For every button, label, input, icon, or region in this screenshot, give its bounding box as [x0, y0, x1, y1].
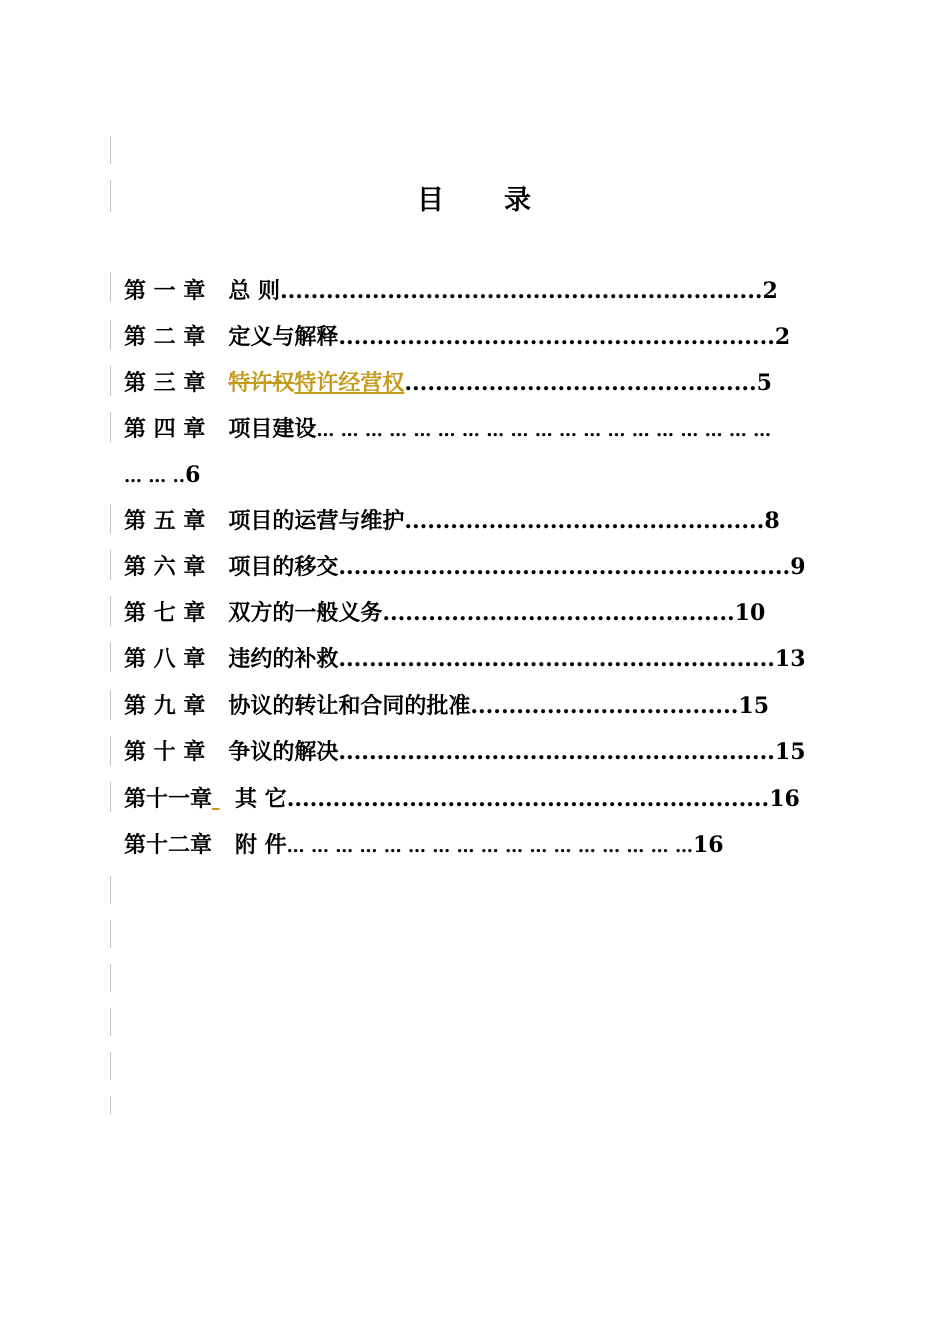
toc-chapter: 第 七 章 [124, 600, 206, 626]
toc-page: 6 [185, 462, 201, 488]
toc-entry-12[interactable] [124, 830, 724, 862]
revision-bar [110, 596, 111, 626]
revision-bar [110, 412, 111, 442]
revision-bar [110, 1052, 111, 1080]
toc-leader: .............................................. [404, 370, 757, 396]
toc-entry-7[interactable] [124, 598, 765, 628]
revision-bar [110, 1096, 111, 1114]
toc-title-inserted: 特许经营权 [294, 370, 405, 396]
toc-entry-11[interactable] [124, 784, 800, 814]
toc-entry-8[interactable] [124, 644, 806, 674]
toc-chapter: 第 一 章 [124, 278, 206, 304]
toc-page: 2 [774, 324, 791, 350]
revision-bar [110, 642, 111, 672]
toc-title: 附 件 [235, 832, 287, 858]
toc-page: 15 [738, 693, 770, 719]
toc-leader: ............................................................... [286, 786, 770, 812]
toc-leader: .............................................. [382, 600, 735, 626]
toc-title: 定义与解释 [228, 324, 339, 350]
toc-leader: … … … … … … … … … … … … … … … … … [286, 836, 693, 857]
revision-bar [110, 320, 111, 350]
toc-chapter: 第 十 章 [124, 739, 206, 765]
toc-page: 2 [762, 278, 778, 304]
toc-title: 项目的移交 [228, 554, 339, 580]
toc-chapter: 第 五 章 [124, 508, 206, 534]
inserted-mark [212, 786, 220, 812]
toc-title: 项目建设 [228, 416, 317, 442]
page-title [0, 178, 950, 217]
toc-page: 16 [692, 832, 724, 858]
toc-leader: ................................... [470, 693, 739, 719]
toc-leader: ............................................... [404, 508, 765, 534]
toc-chapter: 第 四 章 [124, 416, 206, 442]
toc-page: 10 [734, 600, 766, 626]
toc-leader: ......................................................... [338, 324, 775, 350]
toc-entry-2[interactable] [124, 322, 790, 352]
toc-page: 5 [756, 370, 772, 396]
revision-bar [110, 504, 111, 534]
revision-bar [110, 782, 111, 812]
revision-bar [110, 1008, 111, 1036]
toc-page: 9 [790, 554, 806, 580]
toc-page: 15 [774, 739, 806, 765]
toc-leader: … … .. [124, 466, 186, 487]
toc-title: 总 则 [228, 278, 280, 304]
toc-entry-9[interactable] [124, 691, 769, 721]
toc-title: 协议的转让和合同的批准 [228, 693, 471, 719]
toc-chapter: 第 二 章 [124, 324, 206, 350]
toc-page: 16 [769, 786, 800, 812]
toc-leader: ......................................................... [338, 739, 775, 765]
toc-entry-10[interactable] [124, 737, 806, 767]
toc-chapter: 第 九 章 [124, 693, 206, 719]
toc-chapter: 第 八 章 [124, 646, 206, 672]
revision-bar [110, 964, 111, 992]
title-right-char: 录 [504, 185, 533, 216]
toc-leader: ........................................................... [338, 554, 791, 580]
toc-leader: … … … … … … … … … … … … … … … … … … … [316, 420, 772, 441]
toc-title: 争议的解决 [228, 739, 339, 765]
toc-chapter: 第 三 章 [124, 370, 206, 396]
toc-entry-5[interactable] [124, 506, 780, 536]
toc-title: 双方的一般义务 [228, 600, 383, 626]
revision-bar [110, 876, 111, 904]
revision-bar [110, 366, 111, 396]
toc-entry-4[interactable] [124, 414, 771, 446]
title-left-char: 目 [417, 185, 446, 216]
revision-bar [110, 272, 111, 302]
toc-title: 其 它 [235, 786, 287, 812]
revision-bar [110, 550, 111, 580]
toc-chapter: 第十一章 [124, 786, 213, 812]
revision-bar [110, 136, 111, 164]
revision-bar [110, 920, 111, 948]
toc-leader: ......................................................... [338, 646, 775, 672]
toc-leader: ............................................................... [279, 278, 763, 304]
toc-title-deleted: 特许权 [228, 370, 295, 396]
toc-chapter: 第十二章 [124, 832, 213, 858]
toc-entry-1[interactable] [124, 276, 778, 306]
toc-chapter: 第 六 章 [124, 554, 206, 580]
toc-title: 项目的运营与维护 [228, 508, 405, 534]
toc-entry-6[interactable] [124, 552, 806, 582]
revision-bar [110, 690, 111, 720]
revision-bar [110, 736, 111, 766]
toc-entry-3[interactable] [124, 368, 772, 398]
toc-entry-4-continuation [124, 460, 200, 492]
toc-title: 违约的补救 [228, 646, 339, 672]
toc-page: 13 [774, 646, 806, 672]
toc-page: 8 [764, 508, 780, 534]
